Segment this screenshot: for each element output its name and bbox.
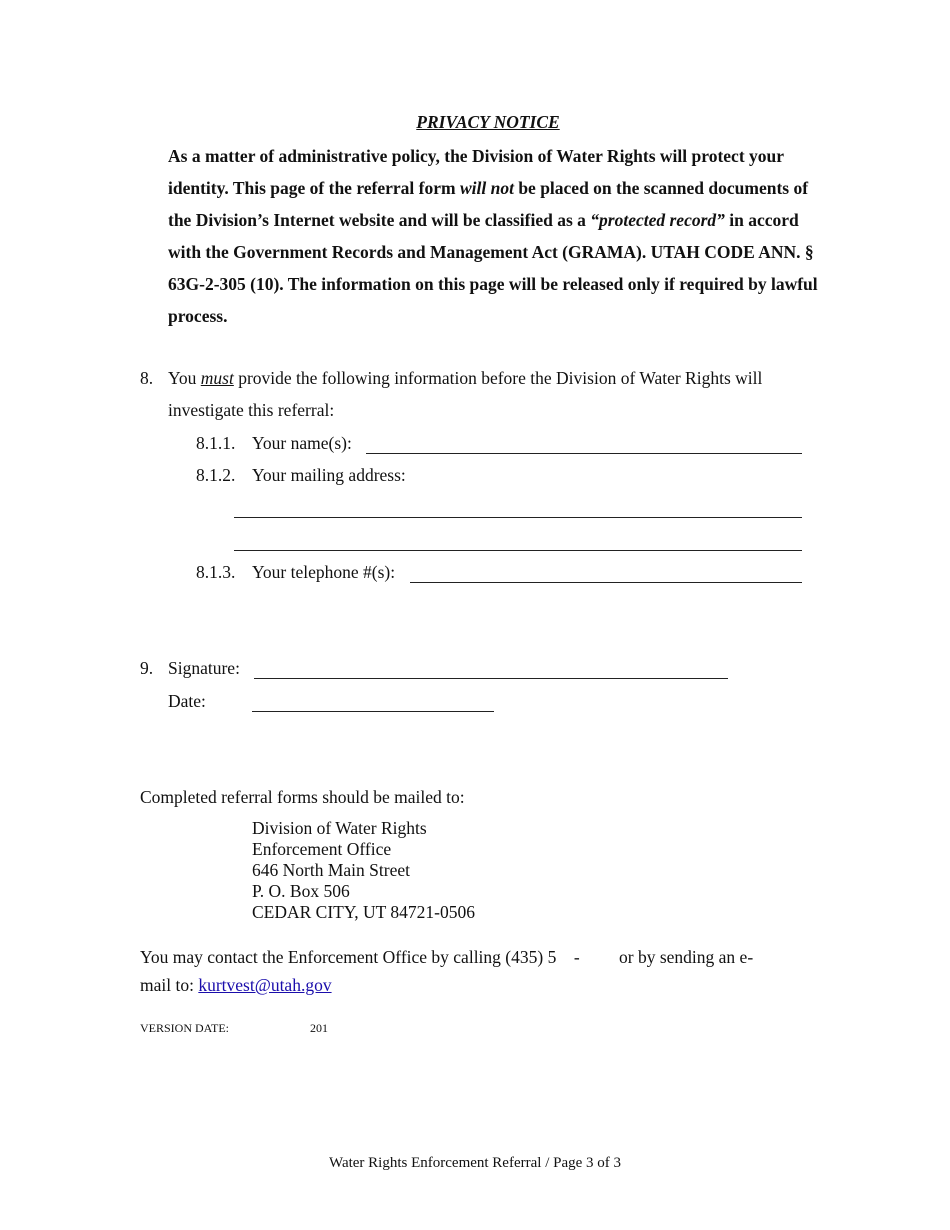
page-title: PRIVACY NOTICE	[416, 112, 560, 132]
address-line: Division of Water Rights	[252, 818, 427, 838]
name-label: Your name(s):	[252, 433, 352, 453]
item-9-number: 9.	[140, 658, 154, 678]
address-line: CEDAR CITY, UT 84721-0506	[252, 902, 475, 922]
signature-label: Signature:	[168, 658, 240, 678]
address-input-line-2[interactable]	[234, 550, 802, 551]
contact-email-line: mail to: kurtvest@utah.gov	[140, 975, 332, 995]
date-label: Date:	[168, 691, 206, 711]
version-value: 201	[310, 1021, 328, 1035]
contact-text: You may contact the Enforcement Office by calling (435) 5 - or by sending an e-	[140, 947, 754, 967]
name-number: 8.1.1.	[196, 433, 236, 453]
mailing-intro: Completed referral forms should be mailed to:	[140, 787, 465, 807]
name-input-line[interactable]	[366, 453, 802, 454]
signature-input-line[interactable]	[254, 678, 728, 679]
item-8-intro: You must provide the following information before the Division of Water Rights will	[168, 368, 763, 388]
address-input-line-1[interactable]	[234, 517, 802, 518]
address-line: P. O. Box 506	[252, 881, 350, 901]
phone-input-line[interactable]	[410, 582, 802, 583]
date-input-line[interactable]	[252, 711, 494, 712]
item-8-intro-cont: investigate this referral:	[168, 400, 335, 420]
item-8-number: 8.	[140, 368, 154, 388]
version-label: VERSION DATE:	[140, 1021, 229, 1035]
mailing-address	[252, 818, 475, 923]
address-label: Your mailing address:	[252, 465, 406, 485]
email-link[interactable]: kurtvest@utah.gov	[198, 975, 332, 995]
address-number: 8.1.2.	[196, 465, 236, 485]
phone-number: 8.1.3.	[196, 562, 236, 582]
phone-label: Your telephone #(s):	[252, 562, 396, 582]
address-line: 646 North Main Street	[252, 860, 410, 880]
address-line: Enforcement Office	[252, 839, 392, 859]
privacy-notice-text: As a matter of administrative policy, the Division of Water Rights will protect your identity. This page of the referral form will not be placed on the scanned documents of the Division’s Internet website and will be classified as a “protected record” in accord with the Government Records and Management Act (GRAMA). UTAH CODE ANN. § 63G-2-305 (10). The information on this page will be released only if required by lawful process.	[168, 146, 818, 326]
page-footer: Water Rights Enforcement Referral / Page 3 of 3	[328, 1155, 622, 1171]
